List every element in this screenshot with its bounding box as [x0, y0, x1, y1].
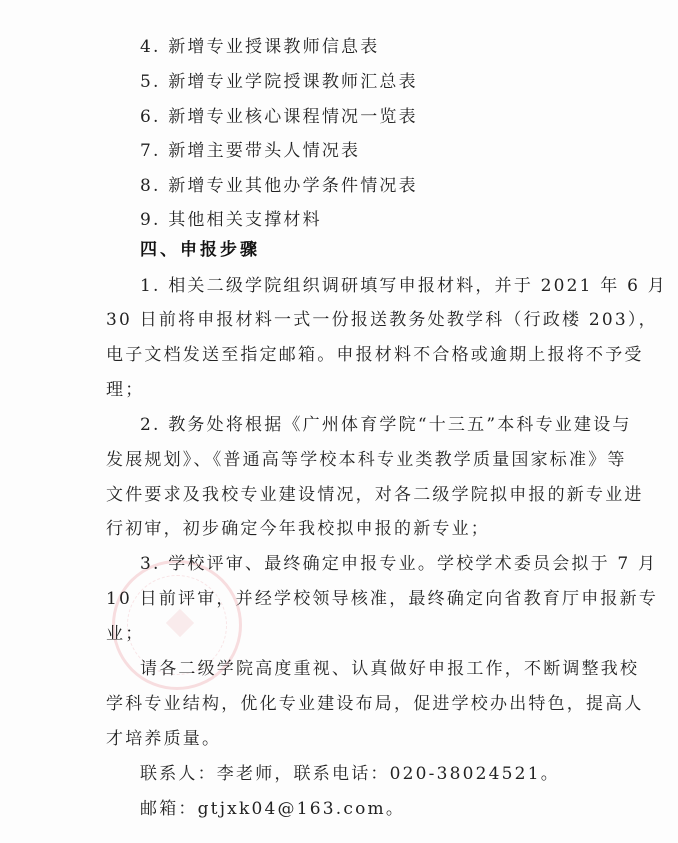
- step1-line-4: 理；: [106, 380, 145, 400]
- contact-email-line: 邮箱：gtjxk04@163.com。: [140, 799, 406, 819]
- step3-line-1: 3. 学校评审、最终确定申报专业。学校学术委员会拟于 7 月: [140, 554, 658, 574]
- attachment-item-7: 7. 新增主要带头人情况表: [140, 141, 361, 161]
- section-heading-application-steps: 四、申报步骤: [140, 240, 260, 260]
- step2-line-1: 2. 教务处将根据《广州体育学院“十三五”本科专业建设与: [140, 415, 632, 435]
- step2-line-3: 文件要求及我校专业建设情况，对各二级学院拟申报的新专业进: [106, 485, 644, 505]
- step3-line-2: 10 日前评审，并经学校领导核准，最终确定向省教育厅申报新专: [106, 589, 659, 609]
- contact-person-line: 联系人：李老师，联系电话：020-38024521。: [140, 764, 560, 784]
- step1-line-1: 1. 相关二级学院组织调研填写申报材料，并于 2021 年 6 月: [140, 276, 667, 296]
- step2-line-4: 行初审，初步确定今年我校拟申报的新专业；: [106, 519, 490, 539]
- step1-line-3: 电子文档发送至指定邮箱。申报材料不合格或逾期上报将不予受: [106, 345, 644, 365]
- closing-line-2: 学科专业结构，优化专业建设布局，促进学校办出特色，提高人: [106, 694, 644, 714]
- step3-line-3: 业；: [106, 624, 145, 644]
- attachment-item-8: 8. 新增专业其他办学条件情况表: [140, 176, 418, 196]
- step2-line-2: 发展规划》、《普通高等学校本科专业类教学质量国家标准》等: [106, 450, 627, 470]
- attachment-item-6: 6. 新增专业核心课程情况一览表: [140, 107, 418, 127]
- attachment-item-5: 5. 新增专业学院授课教师汇总表: [140, 72, 418, 92]
- closing-line-3: 才培养质量。: [106, 729, 222, 749]
- attachment-item-9: 9. 其他相关支撑材料: [140, 210, 322, 230]
- attachment-item-4: 4. 新增专业授课教师信息表: [140, 37, 380, 57]
- step1-line-2: 30 日前将申报材料一式一份报送教务处教学科（行政楼 203），: [106, 310, 658, 330]
- closing-line-1: 请各二级学院高度重视、认真做好申报工作，不断调整我校: [140, 659, 640, 679]
